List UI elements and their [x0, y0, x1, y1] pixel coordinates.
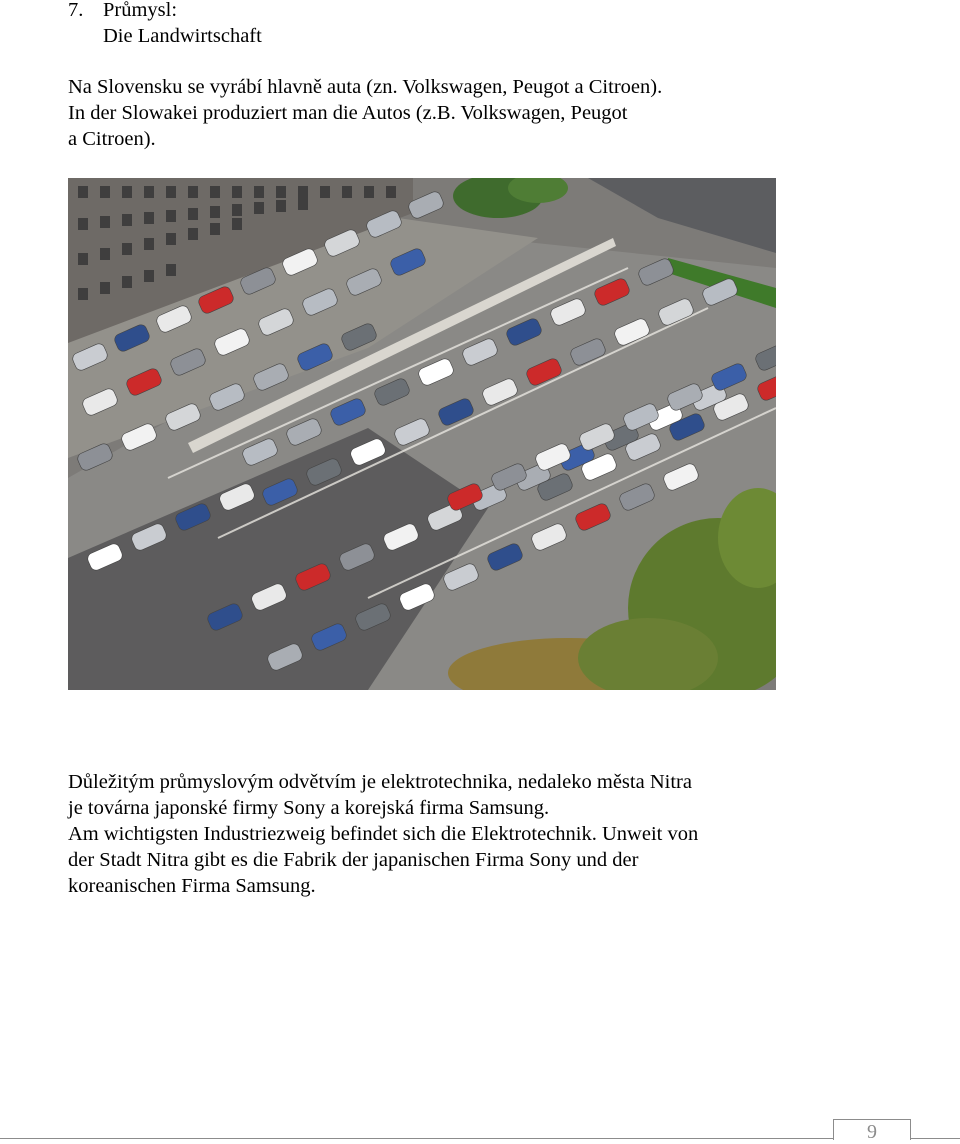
paragraph-2-line-3: Am wichtigsten Industriezweig befindet sich die Elektrotechnik. Unweit von: [68, 823, 699, 845]
paragraph-2-line-2: je továrna japonské firmy Sony a korejská firma Samsung.: [68, 797, 550, 819]
page-number-box: [833, 1119, 911, 1143]
footer-rule: [0, 1138, 960, 1139]
paragraph-1-line-1: Na Slovensku se vyrábí hlavně auta (zn. Volkswagen, Peugot a Citroen).: [68, 76, 663, 98]
section-number: 7.: [68, 0, 84, 21]
page-number: 9: [867, 1121, 877, 1143]
section-title-german: Die Landwirtschaft: [103, 25, 262, 47]
paragraph-1-line-3: a Citroen).: [68, 128, 156, 150]
paragraph-2-line-5: koreanischen Firma Samsung.: [68, 875, 316, 897]
paragraph-1-line-2: In der Slowakei produziert man die Autos (z.B. Volkswagen, Peugot: [68, 102, 628, 124]
paragraph-2-line-4: der Stadt Nitra gibt es die Fabrik der japanischen Firma Sony und der: [68, 849, 639, 871]
section-title-czech: Průmysl:: [103, 0, 178, 21]
paragraph-2-line-1: Důležitým průmyslovým odvětvím je elektrotechnika, nedaleko města Nitra: [68, 771, 692, 793]
parking-lot-photo: [68, 178, 776, 690]
